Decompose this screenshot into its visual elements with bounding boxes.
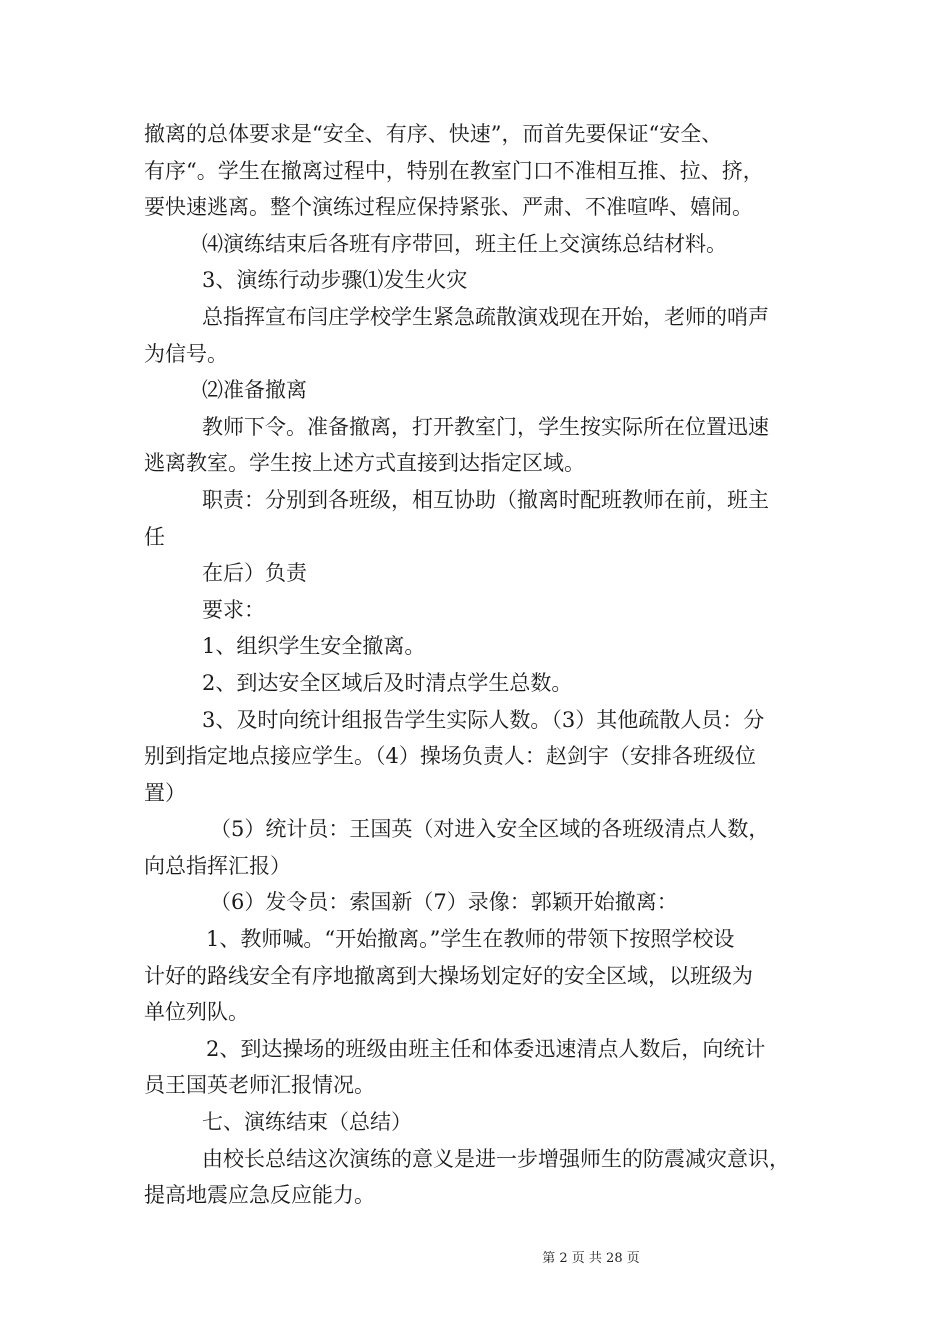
text-line: 3、及时向统计组报告学生实际人数。（3）其他疏散人员：分 <box>202 707 765 732</box>
text-line: 在后）负责 <box>202 561 307 586</box>
text-line: 1、教师喊。“开始撤离。”学生在教师的带领下按照学校设 <box>206 927 735 952</box>
text-line: 撤离的总体要求是“安全、有序、快速”，而首先要保证“安全、 <box>144 122 723 146</box>
text-line: 要求： <box>202 597 265 622</box>
text-line: 要快速逃离。整个演练过程应保持紧张、严肃、不准喧哗、嬉闹。 <box>144 195 753 220</box>
text-line: 置） <box>144 780 186 805</box>
text-line: 1、组织学生安全撤离。 <box>202 634 426 659</box>
text-line: 逃离教室。学生按上述方式直接到达指定区域。 <box>144 451 585 476</box>
text-line: 任 <box>144 524 165 549</box>
text-line: 由校长总结这次演练的意义是进一步增强师生的防震减灾意识， <box>202 1146 790 1171</box>
page-footer <box>0 1247 950 1266</box>
text-line: 2、到达安全区域后及时清点学生总数。 <box>202 670 573 695</box>
text-line: （5）统计员：王国英（对进入安全区域的各班级清点人数， <box>210 817 770 842</box>
page-number: 第 2 页 共 28 页 <box>542 1251 640 1266</box>
text-line: 员王国英老师汇报情况。 <box>144 1073 375 1098</box>
text-line: 为信号。 <box>144 341 228 366</box>
text-line: 职责：分别到各班级，相互协助（撤离时配班教师在前，班主 <box>202 487 769 512</box>
text-line: 提高地震应急反应能力。 <box>144 1183 375 1208</box>
document-body <box>144 116 814 1214</box>
text-line: （6）发令员：索国新（7）录像：郭颖开始撤离： <box>210 890 678 915</box>
text-line: 七、演练结束（总结） <box>202 1110 412 1135</box>
text-line: 2、到达操场的班级由班主任和体委迅速清点人数后，向统计 <box>206 1036 766 1061</box>
text-line: 3、演练行动步骤⑴发生火灾 <box>202 268 468 293</box>
text-line: ⑷演练结束后各班有序带回，班主任上交演练总结材料。 <box>202 231 727 256</box>
text-line: 向总指挥汇报） <box>144 853 291 878</box>
text-line: 教师下令。准备撤离，打开教室门，学生按实际所在位置迅速 <box>202 414 769 439</box>
text-line: 有序“。学生在撤离过程中，特别在教室门口不准相互推、拉、挤， <box>144 158 764 183</box>
text-line: 单位列队。 <box>144 1000 249 1025</box>
text-line: 别到指定地点接应学生。（4）操场负责人：赵剑宇（安排各班级位 <box>144 744 756 769</box>
text-line: ⑵准备撤离 <box>202 378 307 403</box>
text-line: 总指挥宣布闫庄学校学生紧急疏散演戏现在开始，老师的哨声 <box>202 304 769 329</box>
text-line: 计好的路线安全有序地撤离到大操场划定好的安全区域，以班级为 <box>144 963 753 988</box>
